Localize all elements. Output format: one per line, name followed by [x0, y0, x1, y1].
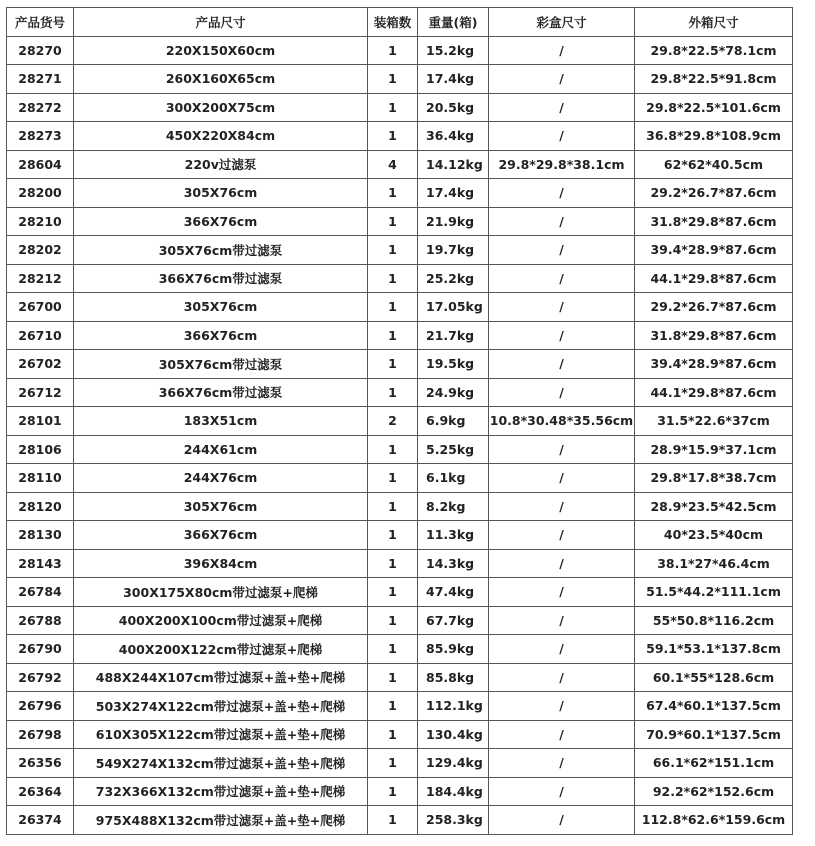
cell-carton-size: 39.4*28.9*87.6cm: [635, 236, 793, 265]
cell-product-size: 305X76cm: [74, 293, 368, 322]
cell-product-size: 244X61cm: [74, 435, 368, 464]
cell-color-box-size: /: [489, 264, 635, 293]
cell-weight: 25.2kg: [418, 264, 489, 293]
cell-item-number: 26790: [7, 635, 74, 664]
cell-weight: 11.3kg: [418, 521, 489, 550]
cell-pack-qty: 1: [368, 36, 418, 65]
cell-product-size: 488X244X107cm带过滤泵+盖+垫+爬梯: [74, 663, 368, 692]
cell-color-box-size: /: [489, 321, 635, 350]
cell-weight: 6.1kg: [418, 464, 489, 493]
cell-carton-size: 60.1*55*128.6cm: [635, 663, 793, 692]
cell-item-number: 26784: [7, 578, 74, 607]
cell-color-box-size: /: [489, 606, 635, 635]
cell-color-box-size: /: [489, 578, 635, 607]
cell-weight: 130.4kg: [418, 720, 489, 749]
cell-product-size: 396X84cm: [74, 549, 368, 578]
cell-product-size: 183X51cm: [74, 407, 368, 436]
cell-carton-size: 62*62*40.5cm: [635, 150, 793, 179]
cell-color-box-size: /: [489, 464, 635, 493]
cell-product-size: 366X76cm带过滤泵: [74, 264, 368, 293]
table-row: [7, 350, 793, 379]
table-row: [7, 207, 793, 236]
cell-item-number: 28101: [7, 407, 74, 436]
table-row: [7, 407, 793, 436]
cell-item-number: 26364: [7, 777, 74, 806]
table-row: [7, 749, 793, 778]
cell-pack-qty: 1: [368, 635, 418, 664]
cell-carton-size: 55*50.8*116.2cm: [635, 606, 793, 635]
cell-color-box-size: /: [489, 777, 635, 806]
cell-weight: 19.5kg: [418, 350, 489, 379]
cell-color-box-size: /: [489, 521, 635, 550]
cell-carton-size: 92.2*62*152.6cm: [635, 777, 793, 806]
cell-color-box-size: /: [489, 65, 635, 94]
cell-weight: 5.25kg: [418, 435, 489, 464]
cell-carton-size: 28.9*15.9*37.1cm: [635, 435, 793, 464]
cell-pack-qty: 1: [368, 777, 418, 806]
cell-pack-qty: 1: [368, 378, 418, 407]
cell-color-box-size: /: [489, 179, 635, 208]
cell-carton-size: 31.8*29.8*87.6cm: [635, 321, 793, 350]
cell-item-number: 26788: [7, 606, 74, 635]
header-color-box-size: 彩盒尺寸: [489, 8, 635, 37]
cell-item-number: 26374: [7, 806, 74, 835]
cell-carton-size: 40*23.5*40cm: [635, 521, 793, 550]
cell-color-box-size: /: [489, 492, 635, 521]
cell-item-number: 28200: [7, 179, 74, 208]
cell-carton-size: 28.9*23.5*42.5cm: [635, 492, 793, 521]
cell-product-size: 732X366X132cm带过滤泵+盖+垫+爬梯: [74, 777, 368, 806]
cell-item-number: 26712: [7, 378, 74, 407]
cell-color-box-size: /: [489, 635, 635, 664]
cell-product-size: 610X305X122cm带过滤泵+盖+垫+爬梯: [74, 720, 368, 749]
cell-item-number: 26710: [7, 321, 74, 350]
cell-weight: 24.9kg: [418, 378, 489, 407]
cell-product-size: 503X274X122cm带过滤泵+盖+垫+爬梯: [74, 692, 368, 721]
cell-carton-size: 112.8*62.6*159.6cm: [635, 806, 793, 835]
table-row: [7, 663, 793, 692]
cell-pack-qty: 1: [368, 549, 418, 578]
table-row: [7, 293, 793, 322]
table-row: [7, 435, 793, 464]
product-spec-table: [6, 7, 793, 835]
cell-weight: 47.4kg: [418, 578, 489, 607]
cell-carton-size: 29.8*22.5*78.1cm: [635, 36, 793, 65]
cell-pack-qty: 1: [368, 236, 418, 265]
cell-product-size: 300X200X75cm: [74, 93, 368, 122]
cell-product-size: 450X220X84cm: [74, 122, 368, 151]
cell-pack-qty: 1: [368, 663, 418, 692]
cell-weight: 20.5kg: [418, 93, 489, 122]
table-row: [7, 578, 793, 607]
cell-item-number: 28130: [7, 521, 74, 550]
cell-pack-qty: 1: [368, 464, 418, 493]
cell-weight: 129.4kg: [418, 749, 489, 778]
cell-color-box-size: /: [489, 36, 635, 65]
table-row: [7, 692, 793, 721]
cell-pack-qty: 1: [368, 264, 418, 293]
table-row: [7, 606, 793, 635]
cell-product-size: 549X274X132cm带过滤泵+盖+垫+爬梯: [74, 749, 368, 778]
cell-item-number: 28202: [7, 236, 74, 265]
cell-item-number: 26792: [7, 663, 74, 692]
cell-item-number: 28273: [7, 122, 74, 151]
cell-color-box-size: /: [489, 293, 635, 322]
cell-carton-size: 38.1*27*46.4cm: [635, 549, 793, 578]
cell-pack-qty: 1: [368, 93, 418, 122]
cell-weight: 67.7kg: [418, 606, 489, 635]
cell-item-number: 28212: [7, 264, 74, 293]
cell-product-size: 975X488X132cm带过滤泵+盖+垫+爬梯: [74, 806, 368, 835]
cell-product-size: 300X175X80cm带过滤泵+爬梯: [74, 578, 368, 607]
cell-item-number: 26700: [7, 293, 74, 322]
cell-weight: 184.4kg: [418, 777, 489, 806]
table-row: [7, 549, 793, 578]
cell-weight: 36.4kg: [418, 122, 489, 151]
cell-carton-size: 70.9*60.1*137.5cm: [635, 720, 793, 749]
cell-item-number: 28270: [7, 36, 74, 65]
table-body: [7, 36, 793, 834]
table-row: [7, 179, 793, 208]
cell-carton-size: 51.5*44.2*111.1cm: [635, 578, 793, 607]
cell-pack-qty: 2: [368, 407, 418, 436]
cell-color-box-size: /: [489, 692, 635, 721]
cell-carton-size: 29.8*17.8*38.7cm: [635, 464, 793, 493]
header-pack-qty: 装箱数: [368, 8, 418, 37]
cell-item-number: 28110: [7, 464, 74, 493]
cell-color-box-size: /: [489, 122, 635, 151]
cell-weight: 14.3kg: [418, 549, 489, 578]
cell-carton-size: 31.8*29.8*87.6cm: [635, 207, 793, 236]
cell-color-box-size: /: [489, 207, 635, 236]
table-row: [7, 777, 793, 806]
cell-carton-size: 59.1*53.1*137.8cm: [635, 635, 793, 664]
table-row: [7, 720, 793, 749]
cell-weight: 258.3kg: [418, 806, 489, 835]
cell-item-number: 26796: [7, 692, 74, 721]
cell-weight: 85.8kg: [418, 663, 489, 692]
cell-weight: 112.1kg: [418, 692, 489, 721]
cell-pack-qty: 1: [368, 435, 418, 464]
cell-item-number: 26798: [7, 720, 74, 749]
cell-color-box-size: 10.8*30.48*35.56cm: [489, 407, 635, 436]
cell-pack-qty: 1: [368, 692, 418, 721]
cell-pack-qty: 1: [368, 207, 418, 236]
table-row: [7, 806, 793, 835]
cell-carton-size: 67.4*60.1*137.5cm: [635, 692, 793, 721]
cell-carton-size: 44.1*29.8*87.6cm: [635, 264, 793, 293]
cell-pack-qty: 1: [368, 578, 418, 607]
cell-weight: 21.7kg: [418, 321, 489, 350]
cell-item-number: 28106: [7, 435, 74, 464]
cell-pack-qty: 1: [368, 65, 418, 94]
cell-item-number: 26702: [7, 350, 74, 379]
cell-product-size: 305X76cm带过滤泵: [74, 350, 368, 379]
table-row: [7, 93, 793, 122]
cell-weight: 6.9kg: [418, 407, 489, 436]
table-row: [7, 492, 793, 521]
cell-item-number: 28120: [7, 492, 74, 521]
table-row: [7, 378, 793, 407]
cell-pack-qty: 1: [368, 350, 418, 379]
table-row: [7, 321, 793, 350]
header-product-size: 产品尺寸: [74, 8, 368, 37]
table-row: [7, 264, 793, 293]
cell-carton-size: 44.1*29.8*87.6cm: [635, 378, 793, 407]
cell-pack-qty: 1: [368, 492, 418, 521]
cell-color-box-size: /: [489, 663, 635, 692]
cell-weight: 19.7kg: [418, 236, 489, 265]
cell-pack-qty: 1: [368, 179, 418, 208]
cell-pack-qty: 1: [368, 806, 418, 835]
cell-color-box-size: /: [489, 435, 635, 464]
cell-pack-qty: 1: [368, 720, 418, 749]
cell-weight: 14.12kg: [418, 150, 489, 179]
cell-color-box-size: 29.8*29.8*38.1cm: [489, 150, 635, 179]
header-weight: 重量(箱): [418, 8, 489, 37]
cell-item-number: 28604: [7, 150, 74, 179]
table-row: [7, 122, 793, 151]
cell-color-box-size: /: [489, 720, 635, 749]
cell-color-box-size: /: [489, 549, 635, 578]
cell-pack-qty: 1: [368, 122, 418, 151]
cell-product-size: 305X76cm带过滤泵: [74, 236, 368, 265]
cell-product-size: 305X76cm: [74, 179, 368, 208]
cell-weight: 8.2kg: [418, 492, 489, 521]
cell-pack-qty: 1: [368, 293, 418, 322]
cell-carton-size: 66.1*62*151.1cm: [635, 749, 793, 778]
cell-weight: 17.4kg: [418, 65, 489, 94]
cell-carton-size: 39.4*28.9*87.6cm: [635, 350, 793, 379]
cell-pack-qty: 1: [368, 521, 418, 550]
cell-product-size: 366X76cm: [74, 321, 368, 350]
cell-item-number: 26356: [7, 749, 74, 778]
cell-weight: 15.2kg: [418, 36, 489, 65]
header-carton-size: 外箱尺寸: [635, 8, 793, 37]
cell-weight: 17.05kg: [418, 293, 489, 322]
cell-color-box-size: /: [489, 350, 635, 379]
table-row: [7, 464, 793, 493]
cell-weight: 85.9kg: [418, 635, 489, 664]
table-row: [7, 635, 793, 664]
cell-carton-size: 29.8*22.5*91.8cm: [635, 65, 793, 94]
cell-pack-qty: 1: [368, 749, 418, 778]
cell-carton-size: 36.8*29.8*108.9cm: [635, 122, 793, 151]
cell-item-number: 28271: [7, 65, 74, 94]
cell-color-box-size: /: [489, 749, 635, 778]
table-row: [7, 150, 793, 179]
table-row: [7, 521, 793, 550]
cell-product-size: 220X150X60cm: [74, 36, 368, 65]
cell-item-number: 28143: [7, 549, 74, 578]
cell-color-box-size: /: [489, 378, 635, 407]
cell-product-size: 366X76cm: [74, 207, 368, 236]
cell-product-size: 366X76cm带过滤泵: [74, 378, 368, 407]
cell-color-box-size: /: [489, 93, 635, 122]
cell-carton-size: 29.2*26.7*87.6cm: [635, 293, 793, 322]
cell-product-size: 305X76cm: [74, 492, 368, 521]
cell-pack-qty: 1: [368, 321, 418, 350]
table-row: [7, 36, 793, 65]
header-row: [7, 8, 793, 37]
cell-carton-size: 29.2*26.7*87.6cm: [635, 179, 793, 208]
cell-item-number: 28210: [7, 207, 74, 236]
header-item-number: 产品货号: [7, 8, 74, 37]
cell-pack-qty: 1: [368, 606, 418, 635]
cell-color-box-size: /: [489, 236, 635, 265]
cell-product-size: 220v过滤泵: [74, 150, 368, 179]
cell-product-size: 260X160X65cm: [74, 65, 368, 94]
cell-item-number: 28272: [7, 93, 74, 122]
cell-carton-size: 29.8*22.5*101.6cm: [635, 93, 793, 122]
cell-carton-size: 31.5*22.6*37cm: [635, 407, 793, 436]
cell-color-box-size: /: [489, 806, 635, 835]
cell-weight: 21.9kg: [418, 207, 489, 236]
table-row: [7, 65, 793, 94]
cell-product-size: 244X76cm: [74, 464, 368, 493]
cell-product-size: 400X200X100cm带过滤泵+爬梯: [74, 606, 368, 635]
cell-product-size: 366X76cm: [74, 521, 368, 550]
cell-product-size: 400X200X122cm带过滤泵+爬梯: [74, 635, 368, 664]
cell-weight: 17.4kg: [418, 179, 489, 208]
cell-pack-qty: 4: [368, 150, 418, 179]
table-row: [7, 236, 793, 265]
